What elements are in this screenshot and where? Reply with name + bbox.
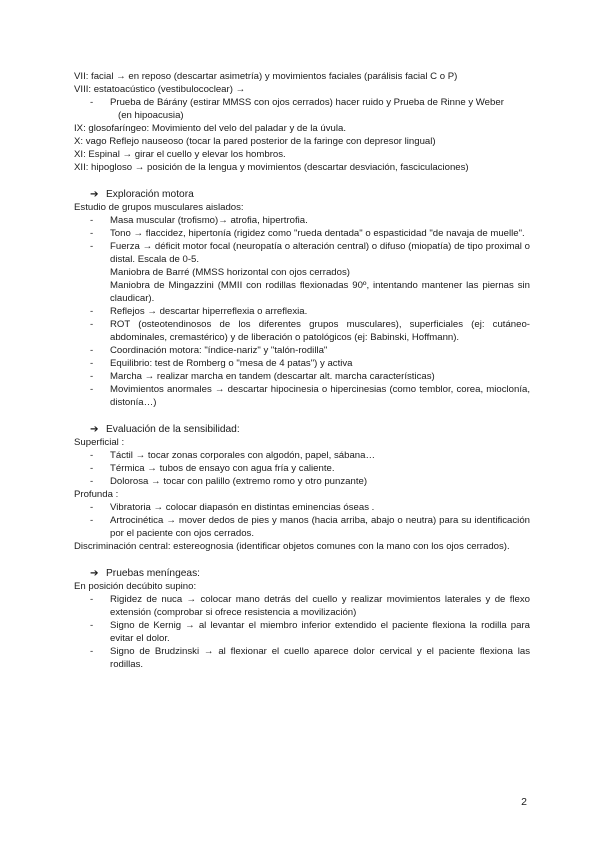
cranial-nerve-xii: XII: hipogloso → posición de la lengua y movimientos (descartar desviación, fasciculaciones) (74, 162, 469, 173)
list-item: - Coordinación motora: "índice-nariz" y "talón-rodilla" (74, 344, 530, 357)
heading-text: Exploración motora (106, 189, 194, 200)
list-item: - Signo de Brudzinski → al flexionar el cuello aparece dolor cervical y el paciente flexiona las rodillas. (74, 645, 530, 671)
cranial-nerve-vii: VII: facial → en reposo (descartar asimetría) y movimientos faciales (parálisis facial C o P) (74, 71, 458, 82)
page-number: 2 (521, 796, 527, 808)
section-heading-motor (74, 188, 530, 201)
section-heading-meningeas (74, 567, 530, 580)
list-item: - Movimientos anormales → descartar hipocinesia o hipercinesias (como temblor, corea, mioclonía, distonía…) (74, 383, 530, 409)
list-item: - Artrocinética → mover dedos de pies y manos (hacia arriba, abajo o neutra) para su identificación por el paciente con ojos cerrados. (74, 514, 530, 540)
superficial-label: Superficial : (74, 437, 125, 448)
list-item-continuation: (en hipoacusia) (118, 110, 184, 121)
section-heading-sensibilidad (74, 423, 530, 436)
cranial-nerve-x: X: vago Reflejo nauseoso (tocar la pared posterior de la faringe con depresor lingual) (74, 136, 436, 147)
list-item: - Táctil → tocar zonas corporales con algodón, papel, sábana… (74, 449, 530, 462)
list-item: - Tono → flaccidez, hipertonía (rigidez como "rueda dentada" o espasticidad "de navaja de muelle". (74, 227, 530, 240)
page-content (74, 70, 530, 671)
list-item: - Masa muscular (trofismo)→ atrofia, hipertrofia. (74, 214, 530, 227)
list-subitem: Maniobra de Mingazzini (MMII con rodillas flexionadas 90º, intentando mantener las piernas sin claudicar). (110, 280, 530, 304)
list-item: - Térmica → tubos de ensayo con agua fría y caliente. (74, 462, 530, 475)
list-item: - ROT (osteotendinosos de los diferentes grupos musculares), superficiales (ej: cutáneo-abdominales, cremastérico) y de liberación o patológicos (ej: Babinski, Hoffmann). (74, 318, 530, 344)
list-item: - Reflejos → descartar hiperreflexia o arreflexia. (74, 305, 530, 318)
arrow-icon: ➔ (90, 424, 99, 435)
list-item: - Prueba de Bárány (estirar MMSS con ojos cerrados) hacer ruido y Prueba de Rinne y Weber (74, 96, 530, 109)
meningeas-intro: En posición decúbito supino: (74, 581, 197, 592)
heading-text: Evaluación de la sensibilidad: (106, 424, 240, 435)
cranial-nerve-viii: VIII: estatoacústico (vestibulococlear) → (74, 84, 246, 95)
arrow-icon: ➔ (90, 189, 99, 200)
list-item: - Vibratoria → colocar diapasón en distintas eminencias óseas . (74, 501, 530, 514)
list-item: - Marcha → realizar marcha en tandem (descartar alt. marcha características) (74, 370, 530, 383)
list-subitem: Maniobra de Barré (MMSS horizontal con ojos cerrados) (110, 267, 350, 278)
cranial-nerve-ix: IX: glosofaríngeo: Movimiento del velo del paladar y de la úvula. (74, 123, 346, 134)
arrow-icon: ➔ (90, 568, 99, 579)
profunda-label: Profunda : (74, 489, 119, 500)
heading-text: Pruebas meníngeas: (106, 568, 201, 579)
list-item: - Signo de Kernig → al levantar el miembro inferior extendido el paciente flexiona la rodilla para evitar el dolor. (74, 619, 530, 645)
discriminacion-central: Discriminación central: estereognosia (identificar objetos comunes con la mano con los ojos cerrados). (74, 541, 510, 552)
cranial-nerve-xi: XI: Espinal → girar el cuello y elevar los hombros. (74, 149, 286, 160)
list-item: - Equilibrio: test de Romberg o "mesa de 4 patas") y activa (74, 357, 530, 370)
motor-intro: Estudio de grupos musculares aislados: (74, 202, 244, 213)
list-item: - Fuerza → déficit motor focal (neuropatía o alteración central) o difuso (miopatía) de tipo proximal o distal. Escala de 0-5. (74, 240, 530, 266)
list-item: - Rigidez de nuca → colocar mano detrás del cuello y realizar movimientos laterales y de flexo extensión (comprobar si ofrece resistencia a movilización) (74, 593, 530, 619)
list-item: - Dolorosa → tocar con palillo (extremo romo y otro punzante) (74, 475, 530, 488)
